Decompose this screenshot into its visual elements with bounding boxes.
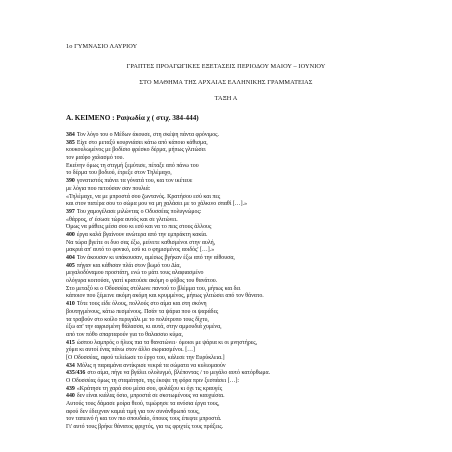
- line-text: πήγαν και κάθισαν πλάι στον βωμό του Δία,: [76, 262, 181, 269]
- exam-title: ΓΡΑΠΤΕΣ ΠΡΟΑΓΩΓΙΚΕΣ ΕΞΕΤΑΣΕΙΣ ΠΕΡΙΟΔΟΥ ΜΑΙΟΥ – ΙΟΥΝΙΟΥ: [126, 63, 326, 70]
- poem-line: [66, 178, 396, 186]
- poem-line: [66, 340, 396, 348]
- line-text: Αυτούς τους δάμασε μοίρα θεού, τιμώρησε τα ανόσια έργα τους,: [66, 401, 220, 408]
- line-text: Μόλις η παραμάνα αντίκρισε νεκρά τα σώματα να κυλιομαούν: [76, 362, 226, 369]
- line-text: ώσπου λαμπρός ο ήλιος πια τα θανατώνει· όμοιοι με ψάρια κι οι μνηστήρες,: [76, 339, 258, 346]
- line-number: 405: [66, 262, 75, 269]
- poem-line: [66, 378, 396, 386]
- line-text: μακριά απ' αυτό το φονικό, εσύ κι ο φημισμένος αοιδός' […].»: [66, 247, 215, 254]
- line-text: δεν είναι κιάλας όσιο, μπροστά σε σκοτωμένους να καυχιέσαι.: [76, 393, 225, 400]
- line-text: ολόγυρα κοιτούσε, γιατί κρατούσε ακόμη ο φόβος του θανάτου.: [66, 278, 218, 285]
- line-number: 384: [66, 132, 75, 138]
- school-name: 1ο ΓΥΜΝΑΣΙΟ ΛΑΥΡΙΟΥ: [66, 43, 138, 50]
- line-text: από τον πόθο σπαρταρούν για το θαλασσιο κύμα,: [66, 331, 183, 338]
- line-text: αφού δεν έδειχναν καμιά τιμή για τον συνάνθρωπό τους,: [66, 408, 200, 415]
- poem-line: [66, 232, 396, 240]
- poem-line: [66, 132, 396, 140]
- poem-text-body: [66, 132, 396, 432]
- poem-line: [66, 370, 396, 378]
- line-text: μεγαλοδύναμου προστάτη, ενώ το μάτι τους αλαφιασμένο: [66, 270, 204, 277]
- poem-line: [66, 416, 396, 424]
- poem-line: [66, 170, 396, 178]
- poem-line: [66, 201, 396, 209]
- poem-line: [66, 217, 396, 225]
- line-text: γονατιστός πιάνει τα γόνατά του, και τον ικέτευε: [76, 178, 193, 185]
- line-number: 435/436: [66, 370, 86, 377]
- poem-line: [66, 240, 396, 248]
- line-text: βουτηγμένους, κάτω πεσμένους. Πσάν τα ψάρια που οι ψαράδες: [66, 308, 219, 315]
- section-title: Α. ΚΕΙΜΕΝΟ : Ραψωδία χ ( στιχ. 384-444): [66, 114, 199, 122]
- poem-line: [66, 409, 396, 417]
- line-text: χύμα κι αυτοί ένας πάνω στον άλλο σωριασμένοι. […]: [66, 347, 196, 354]
- line-text: έργα καλά βγαίνουν ανώτερα από την εμπράκτη κακία.: [76, 231, 208, 238]
- poem-line: [66, 286, 396, 294]
- poem-line: [66, 247, 396, 255]
- line-text: Του χαμογέλασε μιλώντας ο Οδυσσέας πολυγνώμος:: [76, 208, 202, 215]
- line-text: «Κράτησε τη χαρά σου μέσα σου, φυλάξου κι όχι τις κραυγές: [76, 385, 223, 392]
- line-text: Γι' αυτό τους βρήκε θάνατος φριχτός, για τις φριχτές τους πράξεις.: [66, 424, 224, 431]
- poem-line: [66, 355, 396, 363]
- line-text: «Τηλέμαχε, να με μπροστά σου ζωντανός. Κρατήσου εσύ και πες: [66, 193, 221, 200]
- line-number: 415: [66, 339, 75, 346]
- line-number: 434: [66, 362, 75, 369]
- poem-line: [66, 255, 396, 263]
- line-number: 410: [66, 301, 75, 308]
- line-text: Ο Οδυσσέας όμως τη σταμάτησε, της έκοψε τη φόρα πριν ξεσπάσει […]:: [66, 378, 240, 384]
- line-text: «θάρρος, σ' έσωσε τώρα αυτός και σε γλιτώνει.: [66, 216, 178, 223]
- line-number: 390: [66, 178, 75, 185]
- line-number: 400: [66, 231, 75, 238]
- poem-line: [66, 401, 396, 409]
- poem-line: [66, 224, 396, 232]
- poem-line: [66, 301, 396, 309]
- poem-line: [66, 270, 396, 278]
- line-text: Στο μεταξύ κι ο Οδυσσέας στύλωνε παντού το βλέμμα του, μήπως και δει: [66, 285, 241, 292]
- poem-line: [66, 317, 396, 325]
- line-text: στο αίμα, πήγε να βγάλει ολολυγμό, βλέποντας / το μεγάλο αυτό κατόρθωμα.: [87, 370, 271, 377]
- poem-line: [66, 363, 396, 371]
- line-text: Τον άκουσαν κι υπάκουσαν, αμέσως βγήκαν έξω από την αίθουσα,: [76, 255, 235, 261]
- line-number: 397: [66, 208, 75, 215]
- poem-line: [66, 309, 396, 317]
- poem-line: [66, 393, 396, 401]
- line-text: το δέρμα του βοδιού, έτρεξε στον Τηλέμαχο,: [66, 170, 172, 177]
- line-text: Όμως να μάθεις μέσα σου κι εσύ και να το πεις στους άλλους: [66, 224, 212, 231]
- line-text: [Ο Οδυσσέας, αφού τελείωσε το έργο του, κάλεσε την Ευρύκλεια.]: [66, 354, 225, 361]
- poem-line: [66, 263, 396, 271]
- poem-line: [66, 155, 396, 163]
- line-text: Τον λόγο του ο Μέδων άκουσε, στη σκέψη πάντα φρόνιμος.: [76, 132, 219, 138]
- line-number: 404: [66, 255, 75, 261]
- line-text: Τότε τους είδε όλους, πολλούς στο αίμα και στη σκόνη: [76, 301, 207, 308]
- line-text: τα τραβούν στο κοίλο περιγιάλι με το πολύτρυπο τους δίχτυ,: [66, 316, 209, 323]
- poem-line: [66, 293, 396, 301]
- line-text: τον ταπεινό ή και τον πιο σπουδαίο, όποιος τους έπεφτε μπροστά.: [66, 416, 222, 423]
- line-text: Να τώρα βγείτε οι δυο σας έξω, μείνετε καθισμένοι στην αυλή,: [66, 239, 216, 246]
- line-number: 440: [66, 393, 75, 400]
- line-text: κάποιον που ξέμεινε ακόμη ακόμη και κρυμμένος, μήπως γλιτώσει από τον θάνατο.: [66, 293, 264, 300]
- line-text: τον μαύρο χαλασμό του.: [66, 155, 124, 162]
- poem-line: [66, 163, 396, 171]
- line-number: 385: [66, 139, 75, 146]
- poem-line: [66, 347, 396, 355]
- poem-line: [66, 332, 396, 340]
- class-title: ΤΑΞΗ Α: [214, 95, 238, 102]
- line-text: Εκείνην όμως τη στιγμή ξεμύτισε, πέταξε από πάνω του: [66, 162, 199, 169]
- line-text: και στον πατέρα σου το σώμα μου να μη χαλάσει με το χάλκινο σπαθί […].»: [66, 201, 248, 208]
- poem-line: [66, 147, 396, 155]
- line-number: 439: [66, 385, 75, 392]
- poem-line: [66, 186, 396, 194]
- line-text: με λόγια που πετούσαν σαν πουλιά:: [66, 185, 151, 192]
- poem-line: [66, 324, 396, 332]
- poem-line: [66, 424, 396, 432]
- poem-line: [66, 278, 396, 286]
- line-text: έξω απ' την αφρισμένη θάλασσα, κι αυτά, στην αμμουδιά χυμένα,: [66, 324, 222, 331]
- line-text: Είχε στο μεταξύ κουρνιάσει κάτω από κάποιο κάθισμα,: [76, 139, 208, 146]
- poem-line: [66, 209, 396, 217]
- subject-title: ΣΤΟ ΜΑΘΗΜΑ ΤΗΣ ΑΡΧΑΙΑΣ ΕΛΛΗΝΙΚΗΣ ΓΡΑΜΜΑΤΕΙΑΣ: [139, 79, 313, 86]
- line-text: κουκουλωμένος με βοδίσιο φρέσκο δέρμα, μήπως γλιτώσει: [66, 147, 206, 154]
- poem-line: [66, 194, 396, 202]
- poem-line: [66, 386, 396, 394]
- poem-line: [66, 140, 396, 148]
